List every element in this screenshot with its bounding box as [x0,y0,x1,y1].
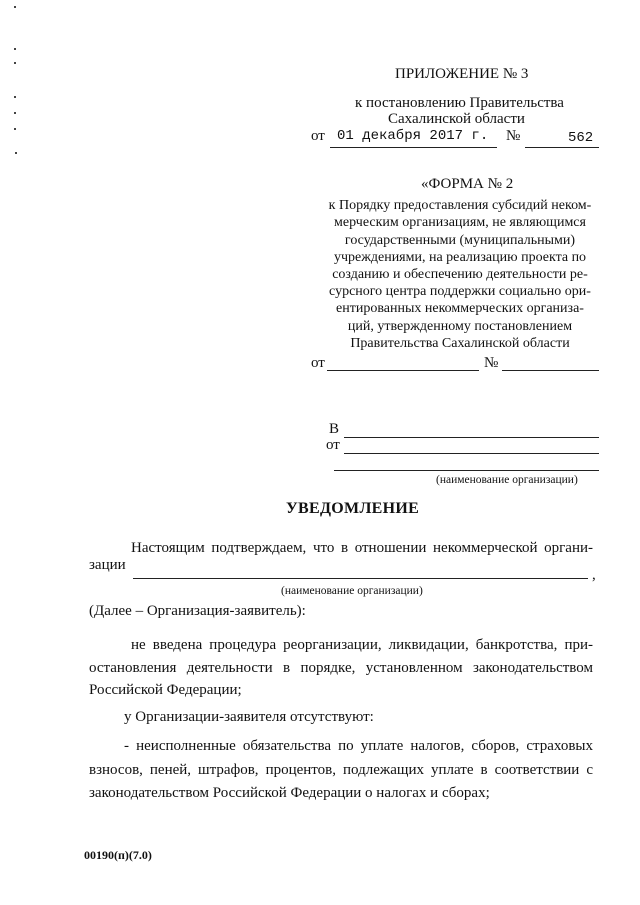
form-from-label: от [311,355,325,371]
form-text-line-2: мерческим организациям, не являющимся [334,215,586,230]
form-number-field [502,370,599,371]
appendix-number: 562 [568,130,594,146]
addressee-extra-field [334,470,599,471]
notice-paragraph-5-line-1: - неисполненные обязательства по уплате налогов, сборов, страховых [124,738,593,754]
form-num-label: № [484,355,499,371]
appendix-line-2: Сахалинской области [388,111,525,127]
notice-paragraph-1-line-2: зации [89,557,126,573]
form-text-line-4: учреждениями, на реализацию проекта по [333,250,587,265]
form-title: «ФОРМА № 2 [421,176,514,192]
form-text-line-9: Правительства Сахалинской области [350,336,570,351]
addressee-to-label: В [329,421,340,437]
organization-name-caption: (наименование организации) [281,585,423,597]
notice-heading: УВЕДОМЛЕНИЕ [286,500,420,517]
addressee-from-label: от [326,437,340,453]
form-text-line-6: сурсного центра поддержки социально ори- [329,284,591,299]
notice-paragraph-4: у Организации-заявителя отсутствуют: [124,709,374,725]
appendix-from-label: от [311,128,325,144]
form-date-field [327,370,479,371]
form-text-line-3: государственными (муниципальными) [344,233,576,248]
appendix-date: 01 декабря 2017 г. [337,128,489,144]
form-text-line-5: созданию и обеспечению деятельности ре- [332,267,588,282]
notice-paragraph-3-line-1: не введена процедура реорганизации, ликвидации, банкротства, при- [131,637,593,653]
document-code: 00190(п)(7.0) [84,848,152,862]
appendix-line-1: к постановлению Правительства [355,95,564,111]
addressee-from-field [344,453,599,454]
notice-paragraph-3-line-3: Российской Федерации; [89,682,242,698]
notice-paragraph-3-line-2: остановления деятельности в порядке, установленном законодательством [89,660,593,676]
appendix-title: ПРИЛОЖЕНИЕ № 3 [395,66,529,82]
organization-name-field [133,578,588,579]
form-text-line-7: ентированных некоммерческих организа- [336,301,584,316]
form-text-line-1: к Порядку предоставления субсидий неком- [328,198,592,213]
notice-paragraph-5-line-2: взносов, пеней, штрафов, процентов, подлежащих уплате в соответствии с [89,762,593,778]
notice-paragraph-5-line-3: законодательством Российской Федерации о налогах и сборах; [89,785,490,801]
addressee-caption: (наименование организации) [436,474,578,486]
appendix-number-underline [525,147,599,148]
appendix-date-underline [330,147,497,148]
form-text-line-8: ций, утвержденному постановлением [347,319,573,334]
notice-paragraph-1-line-1: Настоящим подтверждаем, что в отношении некоммерческой органи- [131,540,593,556]
notice-paragraph-2: (Далее – Организация-заявитель): [89,603,306,619]
notice-comma: , [592,567,596,583]
appendix-num-label: № [506,128,521,144]
addressee-to-field [344,437,599,438]
